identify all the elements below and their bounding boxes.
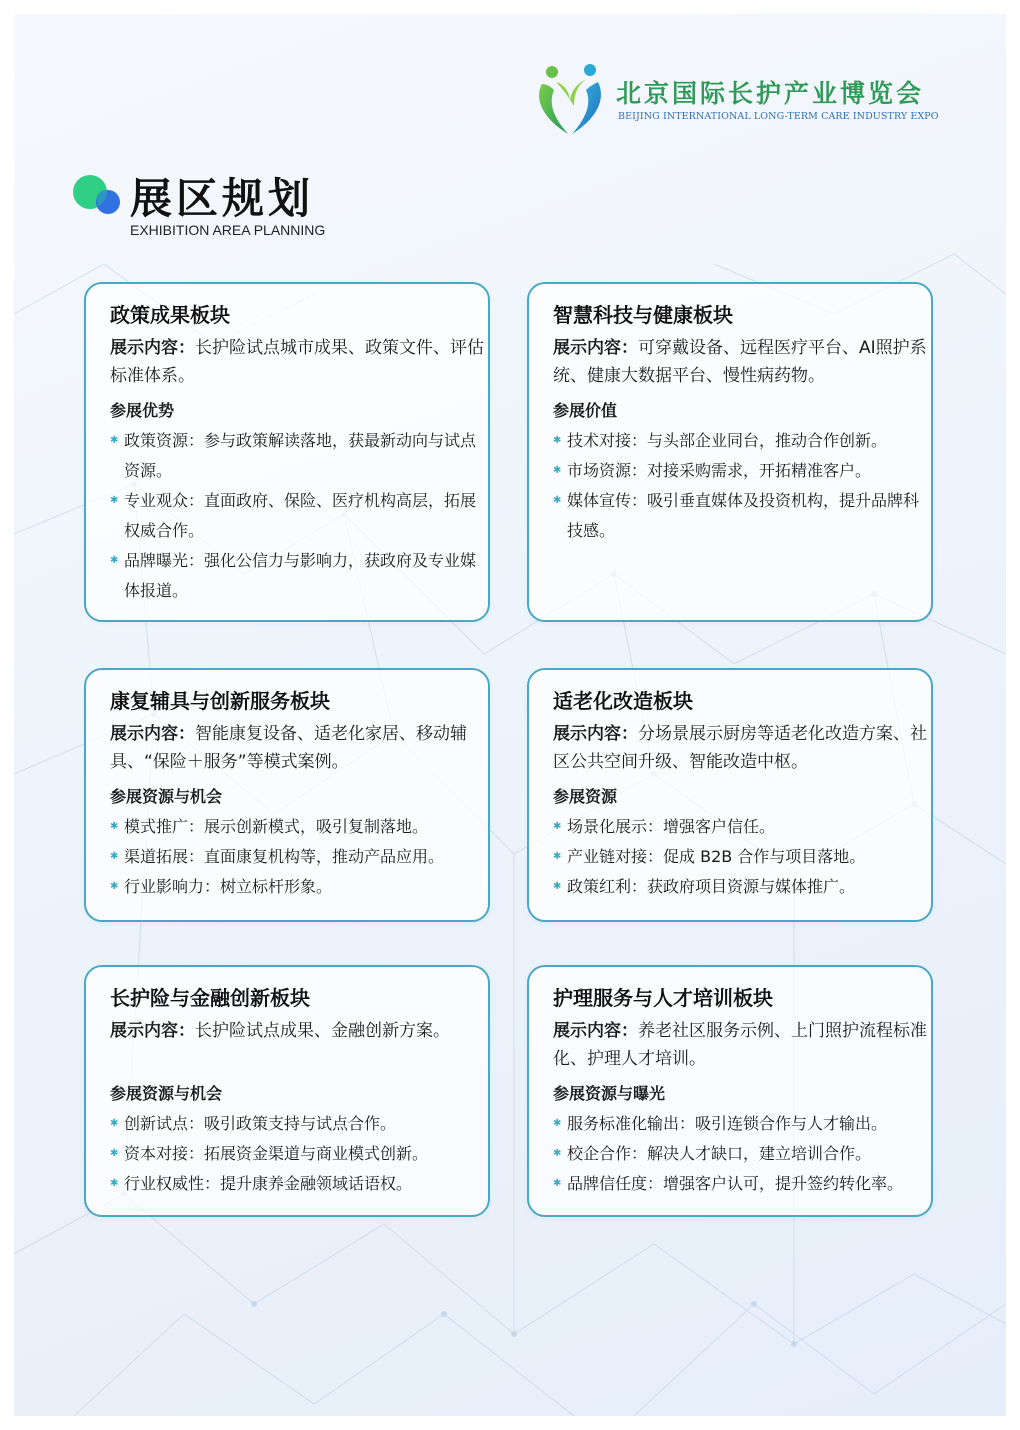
list-item: ✱ 政策资源：参与政策解读落地，获最新动向与试点资源。 — [110, 426, 478, 486]
bullet-star-icon: ✱ — [110, 555, 119, 566]
card-aging-renovation — [527, 668, 933, 922]
content-text: 养老社区服务示例、上门照护流程标准化、护理人才培训。 — [553, 1021, 927, 1069]
benefit-list — [553, 812, 921, 902]
bullet-star-icon: ✱ — [553, 881, 562, 892]
content-text: 长护险试点城市成果、政策文件、评估标准体系。 — [110, 338, 484, 386]
brochure-page — [14, 14, 1006, 1416]
expo-logo — [534, 62, 974, 142]
list-item: ✱ 专业观众：直面政府、保险、医疗机构高层，拓展权威合作。 — [110, 486, 478, 546]
bullet-star-icon: ✱ — [553, 495, 562, 506]
list-item: ✱ 资本对接：拓展资金渠道与商业模式创新。 — [110, 1139, 478, 1169]
page-title: 展区规划 — [130, 174, 315, 223]
benefit-list — [553, 1109, 921, 1199]
bullet-star-icon: ✱ — [110, 495, 119, 506]
card-title: 长护险与金融创新板块 — [110, 986, 310, 1010]
card-content — [553, 720, 935, 776]
content-text: 可穿戴设备、远程医疗平台、AI照护系统、健康大数据平台、慢性病药物。 — [553, 338, 927, 386]
card-subheading: 参展资源 — [553, 787, 618, 806]
list-item: ✱ 品牌曝光：强化公信力与影响力，获政府及专业媒体报道。 — [110, 546, 478, 606]
card-policy-achievements — [84, 282, 490, 622]
card-subheading: 参展资源与曝光 — [553, 1084, 666, 1103]
card-ltc-insurance-finance — [84, 965, 490, 1217]
card-content — [553, 1017, 935, 1073]
bullet-star-icon: ✱ — [110, 1118, 119, 1129]
list-item: ✱ 校企合作：解决人才缺口，建立培训合作。 — [553, 1139, 921, 1169]
bullet-star-icon: ✱ — [110, 435, 119, 446]
expo-name-chinese: 北京国际长护产业博览会 — [616, 79, 925, 108]
list-item: ✱ 创新试点：吸引政策支持与试点合作。 — [110, 1109, 478, 1139]
card-content — [110, 334, 492, 390]
bullet-star-icon: ✱ — [110, 821, 119, 832]
bullet-star-icon: ✱ — [553, 1148, 562, 1159]
bullet-star-icon: ✱ — [110, 1148, 119, 1159]
bullet-star-icon: ✱ — [553, 435, 562, 446]
content-label: 展示内容： — [553, 338, 638, 358]
card-nursing-talent-training — [527, 965, 933, 1217]
title-dots-icon — [70, 172, 126, 216]
bullet-star-icon: ✱ — [553, 851, 562, 862]
list-item: ✱ 行业权威性：提升康养金融领域话语权。 — [110, 1169, 478, 1199]
bullet-star-icon: ✱ — [110, 851, 119, 862]
list-item: ✱ 行业影响力：树立标杆形象。 — [110, 872, 478, 902]
benefit-list — [553, 426, 921, 546]
content-text: 长护险试点成果、金融创新方案。 — [195, 1021, 450, 1041]
expo-name-english: BEIJING INTERNATIONAL LONG-TERM CARE INDUSTRY EXPO — [618, 111, 939, 122]
card-title: 康复辅具与创新服务板块 — [110, 689, 330, 713]
bullet-star-icon: ✱ — [553, 1178, 562, 1189]
heart-people-logo-icon — [534, 62, 606, 138]
card-title: 政策成果板块 — [110, 303, 230, 327]
bullet-star-icon: ✱ — [553, 821, 562, 832]
list-item: ✱ 渠道拓展：直面康复机构等，推动产品应用。 — [110, 842, 478, 872]
card-content — [110, 1017, 492, 1045]
card-content — [110, 720, 492, 776]
bullet-star-icon: ✱ — [553, 465, 562, 476]
content-label: 展示内容： — [553, 1021, 638, 1041]
benefit-list — [110, 812, 478, 902]
page-subtitle: EXHIBITION AREA PLANNING — [130, 222, 326, 238]
content-label: 展示内容： — [110, 1021, 195, 1041]
card-title: 护理服务与人才培训板块 — [553, 986, 773, 1010]
card-title: 适老化改造板块 — [553, 689, 693, 713]
benefit-list — [110, 1109, 478, 1199]
card-rehab-aids-services — [84, 668, 490, 922]
list-item: ✱ 场景化展示：增强客户信任。 — [553, 812, 921, 842]
card-title: 智慧科技与健康板块 — [553, 303, 733, 327]
card-content — [553, 334, 935, 390]
bullet-star-icon: ✱ — [553, 1118, 562, 1129]
list-item: ✱ 模式推广：展示创新模式，吸引复制落地。 — [110, 812, 478, 842]
card-subheading: 参展资源与机会 — [110, 787, 223, 806]
card-subheading: 参展资源与机会 — [110, 1084, 223, 1103]
content-text: 分场景展示厨房等适老化改造方案、社区公共空间升级、智能改造中枢。 — [553, 724, 927, 772]
content-label: 展示内容： — [553, 724, 638, 744]
bullet-star-icon: ✱ — [110, 881, 119, 892]
list-item: ✱ 技术对接：与头部企业同台，推动合作创新。 — [553, 426, 921, 456]
card-smart-tech-health — [527, 282, 933, 622]
card-subheading: 参展价值 — [553, 401, 618, 420]
bullet-star-icon: ✱ — [110, 1178, 119, 1189]
list-item: ✱ 产业链对接：促成 B2B 合作与项目落地。 — [553, 842, 921, 872]
list-item: ✱ 媒体宣传：吸引垂直媒体及投资机构，提升品牌科技感。 — [553, 486, 921, 546]
content-label: 展示内容： — [110, 724, 195, 744]
list-item: ✱ 品牌信任度：增强客户认可，提升签约转化率。 — [553, 1169, 921, 1199]
content-label: 展示内容： — [110, 338, 195, 358]
list-item: ✱ 政策红利：获政府项目资源与媒体推广。 — [553, 872, 921, 902]
benefit-list — [110, 426, 478, 606]
list-item: ✱ 市场资源：对接采购需求，开拓精准客户。 — [553, 456, 921, 486]
content-text: 智能康复设备、适老化家居、移动辅具、“保险＋服务”等模式案例。 — [110, 724, 467, 772]
list-item: ✱ 服务标准化输出：吸引连锁合作与人才输出。 — [553, 1109, 921, 1139]
card-subheading: 参展优势 — [110, 401, 175, 420]
